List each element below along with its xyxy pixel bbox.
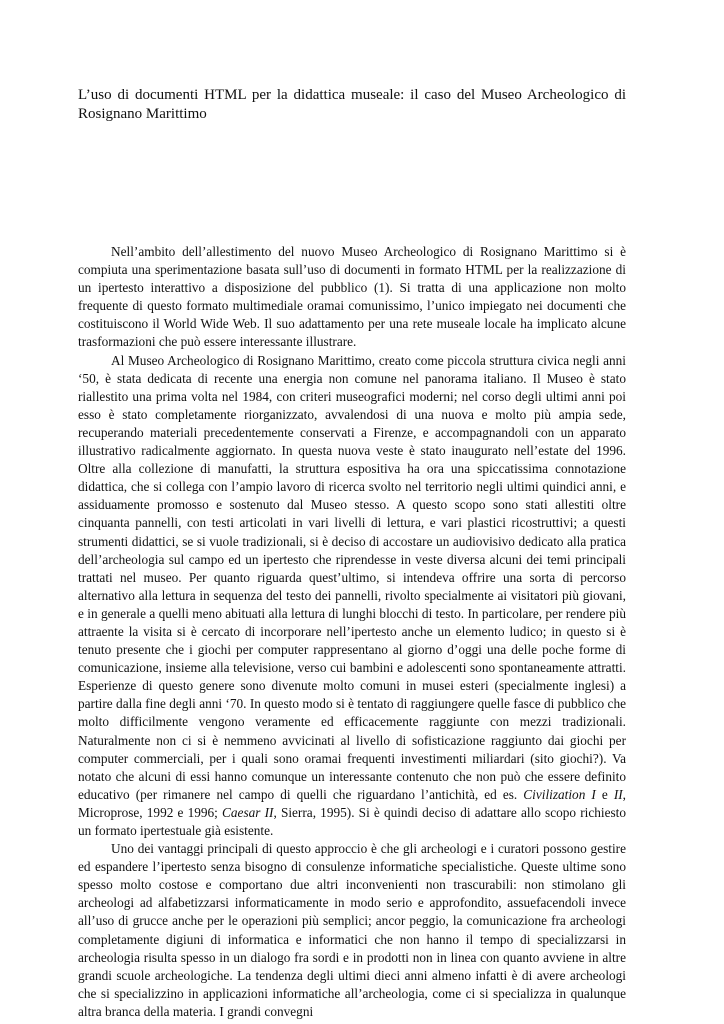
paragraph-3: Uno dei vantaggi principali di questo approccio è che gli archeologi e i curatori possono gestire ed espandere l’ipertesto senza bisogno di consulenze informatiche specialistiche. Queste ultime sono spesso molto costose e comportano due altri inconvenienti non trascurabili: non stimolano gli archeologi ad alfabetizzarsi informaticamente in modo serio e approfondito, assuefacendoli invece all’uso di grucce anche per le operazioni più semplici; ancor peggio, la comunicazione fra archeologi completamente digiuni di informatica e informatici che non hanno il tempo di specializzarsi in archeologia risulta spesso in un dialogo fra sordi e in prodotti non in linea con quanto avviene in altre grandi scuole archeologiche. La tendenza degli ultimi dieci anni almeno infatti è di avere archeologi che si specializzino in applicazioni informatiche all’archeologia, come ci si specializza in qualunque altra branca della materia. I grandi convegni: [78, 841, 626, 1019]
document-body: [78, 243, 626, 1021]
paragraph-1: Nell’ambito dell’allestimento del nuovo Museo Archeologico di Rosignano Marittimo si è compiuta una sperimentazione basata sull’uso di documenti in formato HTML per la realizzazione di un ipertesto interattivo a disposizione del pubblico (1). Si tratta di una applicazione non molto frequente di questo formato multimediale oramai comunissimo, l’unico impiegato nei documenti che costituiscono il World Wide Web. Il suo adattamento per una rete museale locale ha implicato alcune trasformazioni che può essere interessante illustrare.: [78, 244, 626, 350]
game-title-caesar-ii: Caesar II: [222, 804, 274, 820]
paragraph-2: [78, 352, 626, 841]
game-title-civilization: Civilization I: [523, 786, 596, 802]
paragraph-2-text-b: e: [595, 786, 614, 802]
paragraph-2-text-c: , Microprose, 1992 e 1996;: [78, 786, 626, 820]
game-title-civilization-ii: II: [613, 786, 623, 802]
document-title: L’uso di documenti HTML per la didattica museale: il caso del Museo Archeologico di Rosignano Marittimo: [78, 87, 626, 122]
paragraph-2-text-a: Al Museo Archeologico di Rosignano Marittimo, creato come piccola struttura civica negli anni ‘50, è stata dedicata di recente una energia non comune nel panorama italiano. Il Museo è stato riallestito una prima volta nel 1984, con criteri museografici moderni; nel corso degli ultimi anni poi esso è stato completamente riorganizzato, avvalendosi di una nuova e molto più ampia sede, recuperando materiali precedentemente conservati a Firenze, e accompagnandoli con un apparato illustrativo radicalmente aggiornato. In questa nuova veste è stato inaugurato nell’estate del 1996. Oltre alla collezione di manufatti, la struttura espositiva ha ora una spiccatissima connotazione didattica, che si collega con l’ampio lavoro di ricerca svolto nel territorio negli ultimi quindici anni, e assiduamente promosso e sostenuto dal Museo stesso. A questo scopo sono stati allestiti oltre cinquanta pannelli, con testi articolati in vari livelli di lettura, e vari plastici ricostruttivi; a questi strumenti didattici, se si vuole tradizionali, si è deciso di accostare un audiovisivo dedicato alla pratica dell’archeologia sul campo ed un ipertesto che riprendesse in veste diversa alcuni dei temi principali trattati nel museo. Per quanto riguarda quest’ultimo, si intendeva offrire una sorta di percorso alternativo alla lettura in sequenza del testo dei pannelli, rivolto specialmente ai visitatori più giovani, e in generale a quelli meno abituati alla lettura di lunghi blocchi di testo. In particolare, per rendere più attraente la visita si è cercato di incorporare nell’ipertesto anche un elemento ludico; in questo si è tenuto presente che i giochi per computer rappresentano al giorno d’oggi una delle poche forme di comunicazione, insieme alla televisione, verso cui bambini e adolescenti sono spontaneamente attratti. Esperienze di questo genere sono divenute molto comuni in musei esteri (specialmente inglesi) a partire dalla fine degli anni ‘70. In questo modo si è tentato di raggiungere quelle fasce di pubblico che molto difficilmente vengono veramente ed efficacemente raggiunte con mezzi tradizionali. Naturalmente non ci si è nemmeno avvicinati al livello di sofisticazione raggiunto dai giochi per computer commerciali, per i quali sono oramai frequenti investimenti miliardari (sito giochi?). Va notato che alcuni di essi hanno comunque un interessante contenuto che non può che essere definito educativo (per rimanere nel campo di quelli che riguardano l’antichità, ed es.: [78, 352, 626, 802]
paragraph-2-text-d: , Sierra, 1995). Si è quindi deciso di adattare allo scopo richiesto un formato ipertestuale già esistente.: [78, 804, 627, 838]
